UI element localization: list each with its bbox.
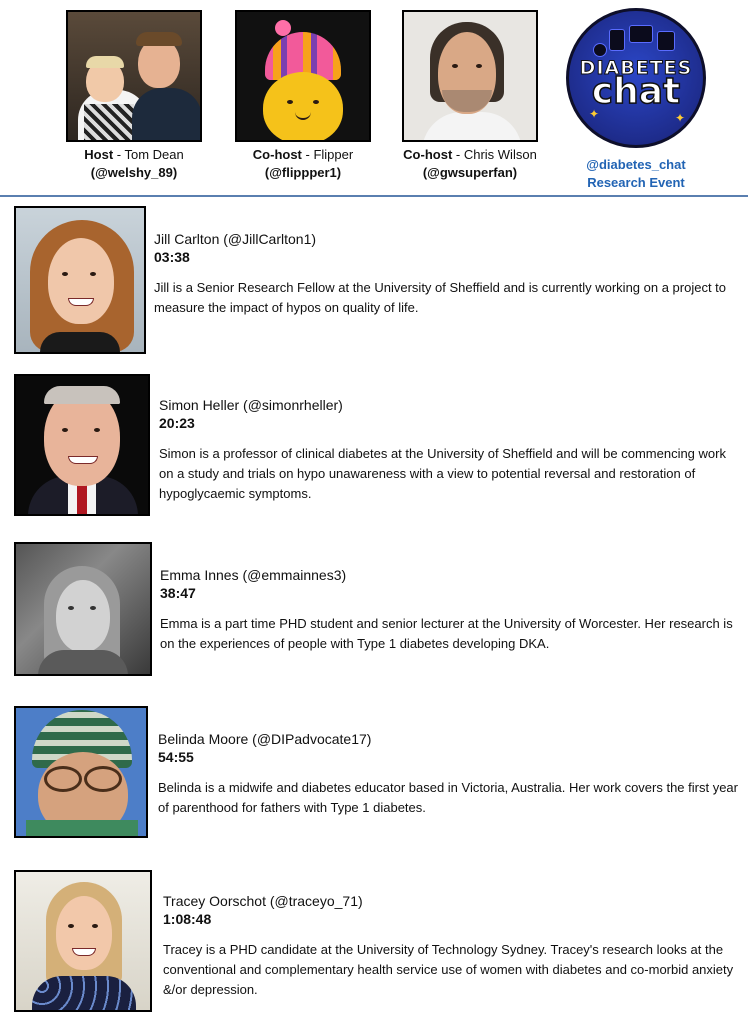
guest-timestamp: 03:38 bbox=[154, 249, 190, 265]
guest-photo bbox=[14, 374, 150, 516]
guest-info bbox=[159, 396, 739, 504]
guest-description: Jill is a Senior Research Fellow at the University of Sheffield and is currently working on a project to measure the impact of hypos on quality of life. bbox=[154, 280, 727, 315]
guest-info bbox=[154, 230, 739, 318]
guest-description: Belinda is a midwife and diabetes educator based in Victoria, Australia. Her work covers the first year of parenthood for fathers with Type 1 diabetes. bbox=[158, 780, 738, 815]
cohost-photo bbox=[235, 10, 371, 142]
cohost-caption: Co-host - Chris Wilson (@gwsuperfan) bbox=[403, 147, 537, 180]
diabetes-chat-logo: ✦ ✦ DIABETES chat bbox=[566, 8, 706, 148]
guest-info bbox=[160, 566, 739, 654]
guest-photo bbox=[14, 870, 152, 1012]
host-name: Tom Dean bbox=[124, 147, 184, 162]
host-handle: (@welshy_89) bbox=[90, 165, 178, 180]
cohost-handle: (@flippper1) bbox=[264, 165, 342, 180]
logo-word: chat bbox=[591, 71, 681, 112]
guest-description: Simon is a professor of clinical diabetes at the University of Sheffield and will be commencing work on a study and trials on hypo unawareness with a view to potential reversal and restoration of hypoglycaemic symptoms. bbox=[159, 446, 726, 501]
guest-photo bbox=[14, 542, 152, 676]
logo-caption bbox=[586, 156, 685, 192]
guest-photo bbox=[14, 206, 146, 354]
guest-jill-carlton bbox=[14, 206, 739, 354]
cohost-name: Flipper bbox=[313, 147, 354, 162]
guest-name: Simon Heller (@simonrheller) bbox=[159, 397, 343, 413]
logo-word: DIABETES bbox=[579, 57, 693, 79]
host-photo bbox=[66, 10, 202, 142]
guest-info bbox=[163, 892, 739, 1000]
guest-name: Belinda Moore (@DIPadvocate17) bbox=[158, 731, 372, 747]
host-tom-dean bbox=[59, 10, 209, 182]
guest-name: Jill Carlton (@JillCarlton1) bbox=[154, 231, 317, 247]
cohost-caption: Co-host - Flipper (@flippper1) bbox=[252, 147, 354, 180]
guest-timestamp: 20:23 bbox=[159, 415, 195, 431]
diabetes-chat-logo-block bbox=[566, 8, 706, 192]
cohost-role: Co-host bbox=[252, 147, 302, 162]
guest-timestamp: 38:47 bbox=[160, 585, 196, 601]
guest-photo bbox=[14, 706, 148, 838]
cohost-chris-wilson bbox=[395, 10, 545, 182]
cohost-role: Co-host bbox=[403, 147, 453, 162]
guest-info bbox=[158, 730, 739, 818]
guest-timestamp: 1:08:48 bbox=[163, 911, 212, 927]
twitter-handle-link[interactable]: @diabetes_chat bbox=[586, 157, 686, 172]
guest-emma-innes bbox=[14, 542, 739, 676]
host-caption: Host - Tom Dean (@welshy_89) bbox=[84, 147, 184, 180]
cohost-photo bbox=[402, 10, 538, 142]
header-divider bbox=[0, 195, 748, 197]
guest-name: Tracey Oorschot (@traceyo_71) bbox=[163, 893, 363, 909]
event-title: Research Event bbox=[587, 175, 685, 190]
guest-description: Tracey is a PHD candidate at the University of Technology Sydney. Tracey's research looks at the conventional and complementary health service use of women with diabetes and co-morbid anxiety &/or depression. bbox=[163, 942, 734, 997]
guest-simon-heller bbox=[14, 374, 739, 518]
guest-timestamp: 54:55 bbox=[158, 749, 194, 765]
cohost-name: Chris Wilson bbox=[463, 147, 537, 162]
guest-name: Emma Innes (@emmainnes3) bbox=[160, 567, 347, 583]
host-role: Host bbox=[84, 147, 114, 162]
guest-belinda-moore bbox=[14, 706, 739, 840]
cohost-handle: (@gwsuperfan) bbox=[422, 165, 518, 180]
guest-tracey-oorschot bbox=[14, 870, 739, 1014]
cohost-flipper bbox=[228, 10, 378, 182]
guest-description: Emma is a part time PHD student and senior lecturer at the University of Worcester. Her research is on the experiences of people with Type 1 diabetes developing DKA. bbox=[160, 616, 733, 651]
